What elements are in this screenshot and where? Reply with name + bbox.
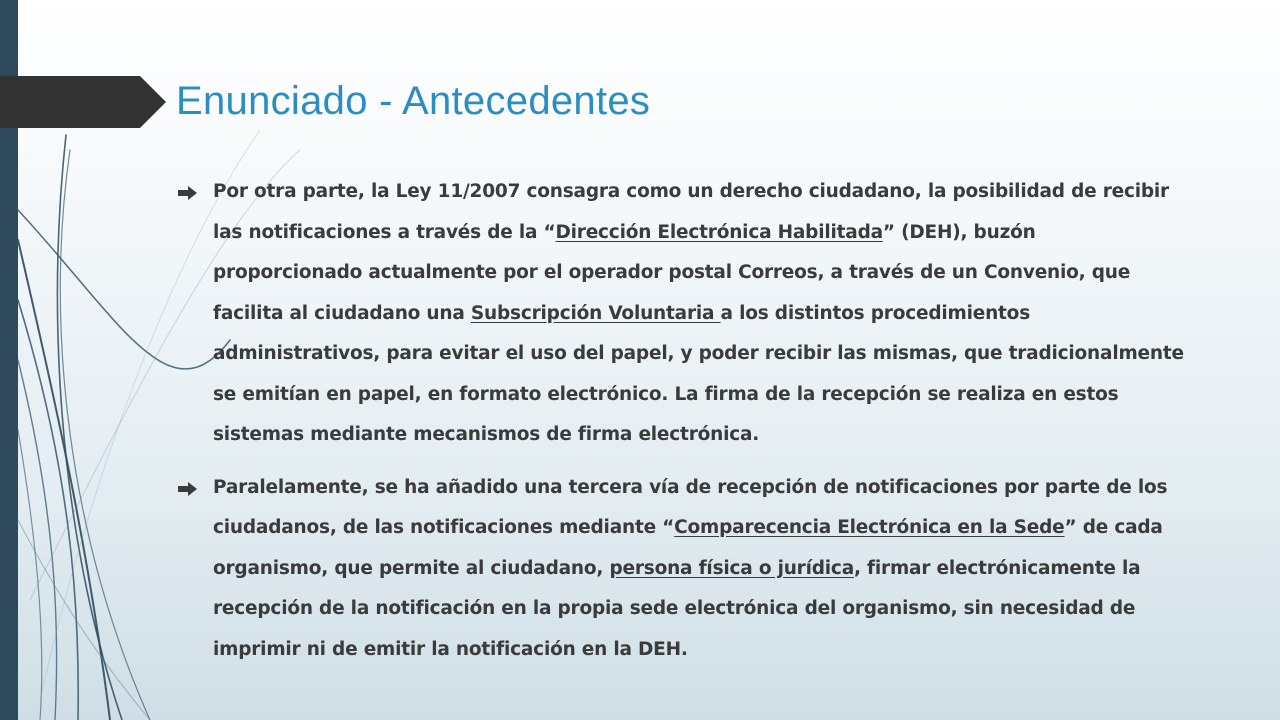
bullet-text: Paralelamente, se ha añadido una tercera vía de recepción de notificaciones por parte de los ciudadanos, de las notificaciones mediante “ <box>213 476 1168 538</box>
bullet-item <box>178 468 1188 671</box>
underlined-term: Comparecencia Electrónica en la Sede <box>674 517 1065 538</box>
bullet-list <box>178 172 1188 682</box>
arrow-right-icon <box>178 186 198 200</box>
bullet-text: a los distintos procedimientos administrativos, para evitar el uso del papel, y poder recibir las mismas, que tradicionalmente se emitían en papel, en formato electrónico. La firma de la recepción se realiza en estos sistemas mediante mecanismos de firma electrónica. <box>213 302 1184 445</box>
bullet-text: ” (DEH), buzón proporcionado actualmente por el operador postal Correos, a través de un Convenio, que facilita al ciudadano una <box>213 221 1131 324</box>
bullet-text: Por otra parte, la Ley 11/2007 consagra como un derecho ciudadano, la posibilidad de recibir las notificaciones a través de la “ <box>213 181 1169 243</box>
arrow-right-icon <box>178 482 198 496</box>
bullet-text: , firmar electrónicamente la recepción de la notificación en la propia sede electrónica del organismo, sin necesidad de imprimir ni de emitir la notificación en la DEH. <box>213 557 1141 660</box>
underlined-term: Dirección Electrónica Habilitada <box>555 221 883 243</box>
bullet-text: ” de cada organismo, que permite al ciudadano, <box>213 517 1163 579</box>
underlined-term: persona física o jurídica <box>609 557 854 579</box>
underlined-term: Subscripción Voluntaria <box>470 302 721 324</box>
bullet-item <box>178 172 1188 456</box>
page-title: Enunciado - Antecedentes <box>176 79 651 123</box>
